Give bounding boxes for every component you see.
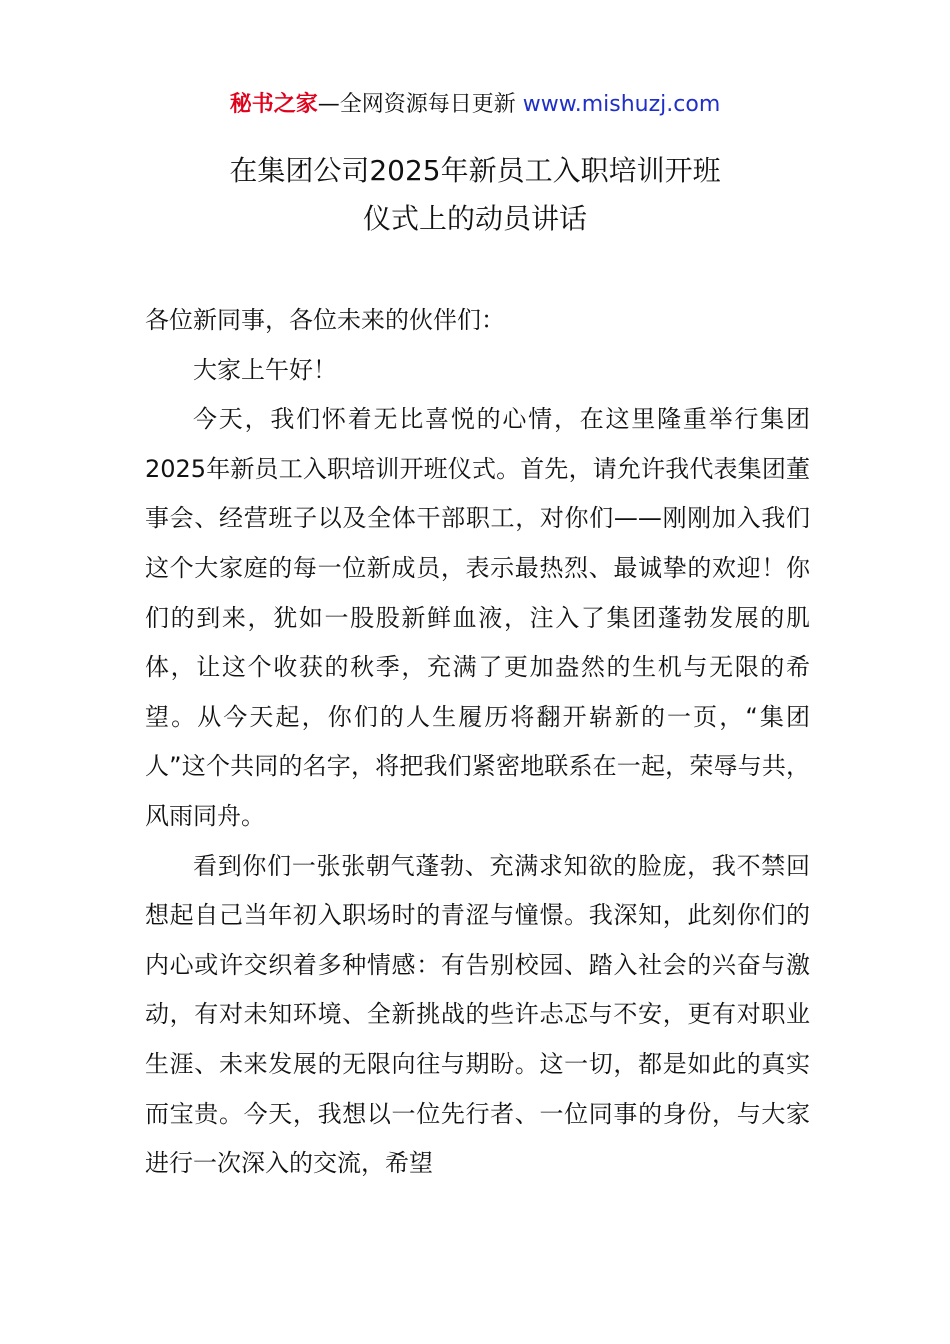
site-url-link[interactable]: www.mishuzj.com [522, 92, 721, 117]
salutation: 各位新同事，各位未来的伙伴们： [145, 306, 505, 334]
site-header [0, 88, 950, 122]
body-paragraph: 今天，我们怀着无比喜悦的心情，在这里隆重举行集团2025年新员工入职培训开班仪式。首先，请允许我代表集团董事会、经营班子以及全体干部职工，对你们——刚刚加入我们这个大家庭的每一位新成员，表示最热烈、最诚挚的欢迎！你们的到来，犹如一股股新鲜血液，注入了集团蓬勃发展的肌体，让这个收获的秋季，充满了更加盎然的生机与无限的希望。从今天起，你们的人生履历将翻开崭新的一页，“集团人”这个共同的名字，将把我们紧密地联系在一起，荣辱与共，风雨同舟。 [145, 405, 810, 830]
greeting-paragraph: 大家上午好！ [193, 355, 337, 384]
site-brand: 秘书之家 [229, 92, 318, 117]
document-body [145, 296, 810, 1189]
body-paragraph: 看到你们一张张朝气蓬勃、充满求知欲的脸庞，我不禁回想起自己当年初入职场时的青涩与憧憬。我深知，此刻你们的内心或许交织着多种情感：有告别校园、踏入社会的兴奋与激动，有对未知环境、全新挑战的些许忐忑与不安，更有对职业生涯、未来发展的无限向往与期盼。这一切，都是如此的真实而宝贵。今天，我想以一位先行者、一位同事的身份，与大家进行一次深入的交流，希望 [145, 851, 810, 1178]
title-line-2: 仪式上的动员讲话 [362, 202, 587, 235]
document-title [0, 147, 950, 243]
title-line-1: 在集团公司2025年新员工入职培训开班 [229, 154, 721, 187]
site-tagline: —全网资源每日更新 [317, 92, 523, 117]
